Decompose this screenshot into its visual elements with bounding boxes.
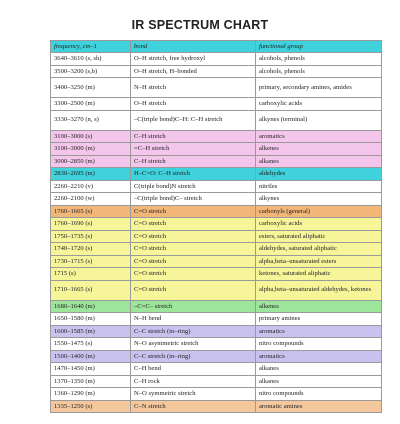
- table-row: [51, 230, 382, 243]
- table-row: [51, 350, 382, 363]
- functional-group-cell: alkynes (terminal): [256, 110, 382, 130]
- bond-cell: C=O stretch: [131, 243, 256, 256]
- table-row: [51, 280, 382, 300]
- ir-spectrum-table: [50, 40, 382, 413]
- frequency-cell: 3300–2500 (m): [51, 98, 131, 111]
- frequency-cell: 3330–3270 (n, s): [51, 110, 131, 130]
- table-row: [51, 205, 382, 218]
- table-body: [51, 53, 382, 413]
- functional-group-cell: carboxylic acids: [256, 218, 382, 231]
- functional-group-cell: alpha,beta–unsaturated esters: [256, 255, 382, 268]
- table-row: [51, 53, 382, 66]
- functional-group-cell: carboxylic acids: [256, 98, 382, 111]
- functional-group-cell: aldehydes, saturated aliphatic: [256, 243, 382, 256]
- functional-group-cell: nitro compounds: [256, 338, 382, 351]
- header-row: [51, 41, 382, 53]
- functional-group-cell: nitro compounds: [256, 388, 382, 401]
- table-row: [51, 255, 382, 268]
- frequency-cell: 1370–1350 (m): [51, 375, 131, 388]
- bond-cell: O–H stretch, free hydroxyl: [131, 53, 256, 66]
- table-row: [51, 78, 382, 98]
- frequency-cell: 3400–3250 (m): [51, 78, 131, 98]
- frequency-cell: 2260–2100 (w): [51, 193, 131, 206]
- frequency-cell: 1710–1665 (s): [51, 280, 131, 300]
- frequency-cell: 3100–3000 (m): [51, 143, 131, 156]
- bond-cell: C–H stretch: [131, 130, 256, 143]
- header-bond: bond: [131, 41, 256, 53]
- table-row: [51, 325, 382, 338]
- table-row: [51, 155, 382, 168]
- bond-cell: C–H bend: [131, 363, 256, 376]
- frequency-cell: 1730–1715 (s): [51, 255, 131, 268]
- bond-cell: C–N stretch: [131, 400, 256, 413]
- frequency-cell: 2260–2210 (v): [51, 180, 131, 193]
- table-row: [51, 180, 382, 193]
- bond-cell: C–H stretch: [131, 155, 256, 168]
- frequency-cell: 2830–2695 (m): [51, 168, 131, 181]
- table-row: [51, 338, 382, 351]
- bond-cell: N–O asymmetric stretch: [131, 338, 256, 351]
- functional-group-cell: nitriles: [256, 180, 382, 193]
- bond-cell: C(triple bond)N stretch: [131, 180, 256, 193]
- frequency-cell: 1470–1450 (m): [51, 363, 131, 376]
- functional-group-cell: aromatic amines: [256, 400, 382, 413]
- bond-cell: =C–H stretch: [131, 143, 256, 156]
- functional-group-cell: primary, secondary amines, amides: [256, 78, 382, 98]
- frequency-cell: 1550–1475 (s): [51, 338, 131, 351]
- bond-cell: H–C=O: C–H stretch: [131, 168, 256, 181]
- table-row: [51, 400, 382, 413]
- bond-cell: C=O stretch: [131, 205, 256, 218]
- frequency-cell: 1600–1585 (m): [51, 325, 131, 338]
- frequency-cell: 1715 (s): [51, 268, 131, 281]
- table-row: [51, 363, 382, 376]
- frequency-cell: 3100–3000 (s): [51, 130, 131, 143]
- frequency-cell: 1650–1580 (m): [51, 313, 131, 326]
- bond-cell: –C=C– stretch: [131, 300, 256, 313]
- table-row: [51, 388, 382, 401]
- table-row: [51, 375, 382, 388]
- table-row: [51, 168, 382, 181]
- bond-cell: N–H bend: [131, 313, 256, 326]
- frequency-cell: 3500–3200 (s,b): [51, 65, 131, 78]
- table-row: [51, 193, 382, 206]
- frequency-cell: 1360–1290 (m): [51, 388, 131, 401]
- bond-cell: O–H stretch, H–bonded: [131, 65, 256, 78]
- bond-cell: C=O stretch: [131, 268, 256, 281]
- functional-group-cell: alkanes: [256, 155, 382, 168]
- table-row: [51, 110, 382, 130]
- functional-group-cell: carbonyls (general): [256, 205, 382, 218]
- functional-group-cell: aromatics: [256, 350, 382, 363]
- bond-cell: O–H stretch: [131, 98, 256, 111]
- table-row: [51, 130, 382, 143]
- table-row: [51, 218, 382, 231]
- frequency-cell: 1500–1400 (m): [51, 350, 131, 363]
- bond-cell: C=O stretch: [131, 255, 256, 268]
- table-row: [51, 143, 382, 156]
- bond-cell: C–C stretch (in–ring): [131, 325, 256, 338]
- functional-group-cell: alkenes: [256, 300, 382, 313]
- table-row: [51, 313, 382, 326]
- functional-group-cell: primary amines: [256, 313, 382, 326]
- functional-group-cell: aldehydes: [256, 168, 382, 181]
- bond-cell: N–H stretch: [131, 78, 256, 98]
- table-header: [51, 41, 382, 53]
- functional-group-cell: aromatics: [256, 325, 382, 338]
- functional-group-cell: alkenes: [256, 143, 382, 156]
- table-row: [51, 98, 382, 111]
- page-title: IR SPECTRUM CHART: [131, 18, 269, 32]
- functional-group-cell: alkanes: [256, 375, 382, 388]
- frequency-cell: 1760–1690 (s): [51, 218, 131, 231]
- frequency-cell: 3640–3610 (s, sh): [51, 53, 131, 66]
- frequency-cell: 1740–1720 (s): [51, 243, 131, 256]
- bond-cell: –C(triple bond)C– stretch: [131, 193, 256, 206]
- table-row: [51, 243, 382, 256]
- bond-cell: N–O symmetric stretch: [131, 388, 256, 401]
- functional-group-cell: alcohols, phenols: [256, 65, 382, 78]
- frequency-cell: 1760–1665 (s): [51, 205, 131, 218]
- table-row: [51, 300, 382, 313]
- bond-cell: C=O stretch: [131, 218, 256, 231]
- bond-cell: C=O stretch: [131, 280, 256, 300]
- table-row: [51, 65, 382, 78]
- functional-group-cell: alkynes: [256, 193, 382, 206]
- functional-group-cell: alcohols, phenols: [256, 53, 382, 66]
- frequency-cell: 3000–2850 (m): [51, 155, 131, 168]
- table-row: [51, 268, 382, 281]
- functional-group-cell: ketones, saturated aliphatic: [256, 268, 382, 281]
- functional-group-cell: aromatics: [256, 130, 382, 143]
- bond-cell: C=O stretch: [131, 230, 256, 243]
- frequency-cell: 1335–1250 (s): [51, 400, 131, 413]
- bond-cell: C–C stretch (in–ring): [131, 350, 256, 363]
- functional-group-cell: alkanes: [256, 363, 382, 376]
- header-functional-group: functional group: [256, 41, 382, 53]
- functional-group-cell: alpha,beta–unsaturated aldehydes, ketones: [256, 280, 382, 300]
- frequency-cell: 1680–1640 (m): [51, 300, 131, 313]
- bond-cell: C–H rock: [131, 375, 256, 388]
- bond-cell: –C(triple bond)C–H: C–H stretch: [131, 110, 256, 130]
- header-frequency: frequency, cm–1: [51, 41, 131, 53]
- frequency-cell: 1750–1735 (s): [51, 230, 131, 243]
- functional-group-cell: esters, saturated aliphatic: [256, 230, 382, 243]
